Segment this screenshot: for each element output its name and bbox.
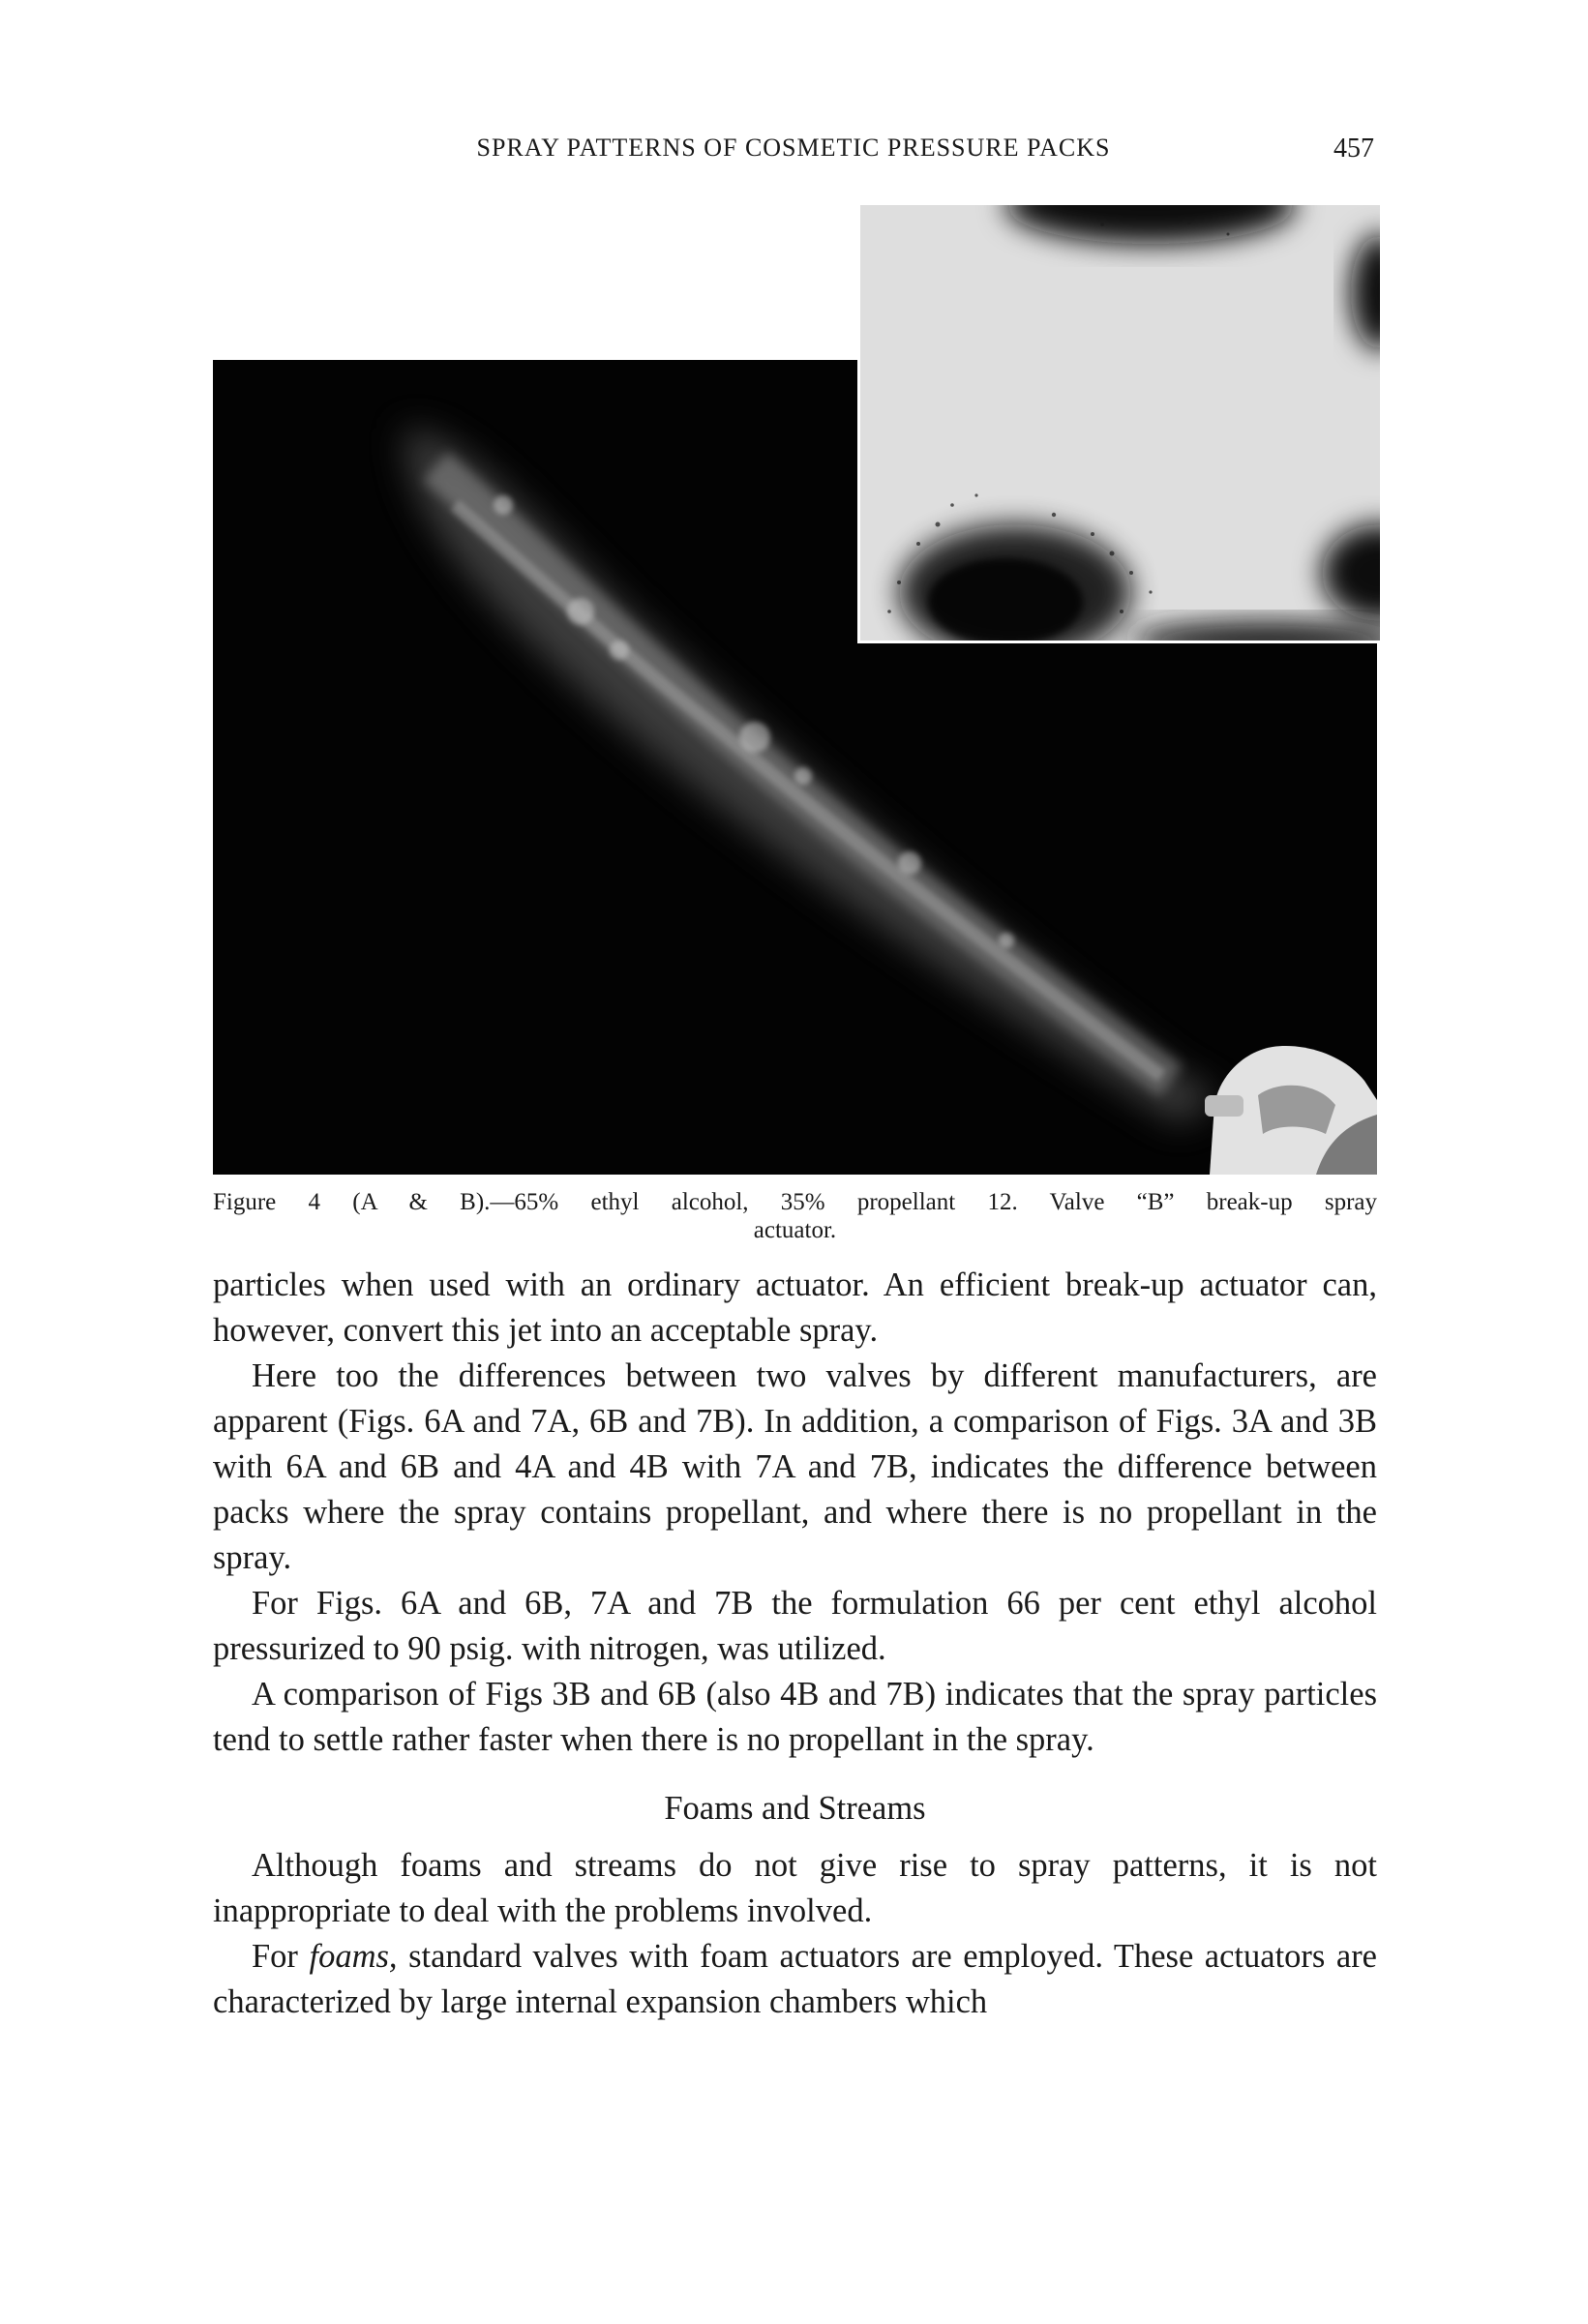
paragraph-6 <box>213 1934 1377 2025</box>
running-head <box>213 134 1374 172</box>
paragraph-6-italic: foams, <box>309 1938 398 1975</box>
figure-4 <box>213 205 1377 1175</box>
figure-caption-line1: Figure 4 (A & B).—65% ethyl alcohol, 35% propellant 12. Valve “B” break-up spray <box>213 1189 1377 1215</box>
running-title: SPRAY PATTERNS OF COSMETIC PRESSURE PACKS <box>476 134 1111 162</box>
page-number: 457 <box>1333 134 1374 164</box>
photo-b-spray-deposit <box>857 205 1380 643</box>
body-text <box>213 1263 1377 2025</box>
paragraph-2: Here too the differences between two valves by different manufacturers, are apparent (Figs. 6A and 7A, 6B and 7B). In addition, a comparison of Figs. 3A and 3B with 6A and 6B and 4A and 4B with 7A and 7B, indicates the difference between packs where the spray contains propellant, and where there is no propellant in the spray. <box>213 1357 1377 1576</box>
spray-deposit-image <box>860 205 1380 641</box>
paragraph-6-rest: standard valves with foam actuators are employed. These actuators are characterized by large internal expansion chambers which <box>213 1938 1377 2020</box>
section-heading: Foams and Streams <box>664 1790 926 1827</box>
paragraph-5: Although foams and streams do not give rise to spray patterns, it is not inappropriate to deal with the problems involved. <box>213 1847 1377 1929</box>
paragraph-1: particles when used with an ordinary actuator. An efficient break-up actuator can, however, convert this jet into an acceptable spray. <box>213 1266 1377 1349</box>
paragraph-6-prefix: For <box>252 1938 310 1975</box>
paragraph-3: For Figs. 6A and 6B, 7A and 7B the formulation 66 per cent ethyl alcohol pressurized to 90 psig. with nitrogen, was utilized. <box>213 1585 1377 1667</box>
paragraph-4: A comparison of Figs 3B and 6B (also 4B and 7B) indicates that the spray particles tend to settle rather faster when there is no propellant in the spray. <box>213 1676 1377 1758</box>
figure-caption-line2: actuator. <box>753 1217 837 1243</box>
